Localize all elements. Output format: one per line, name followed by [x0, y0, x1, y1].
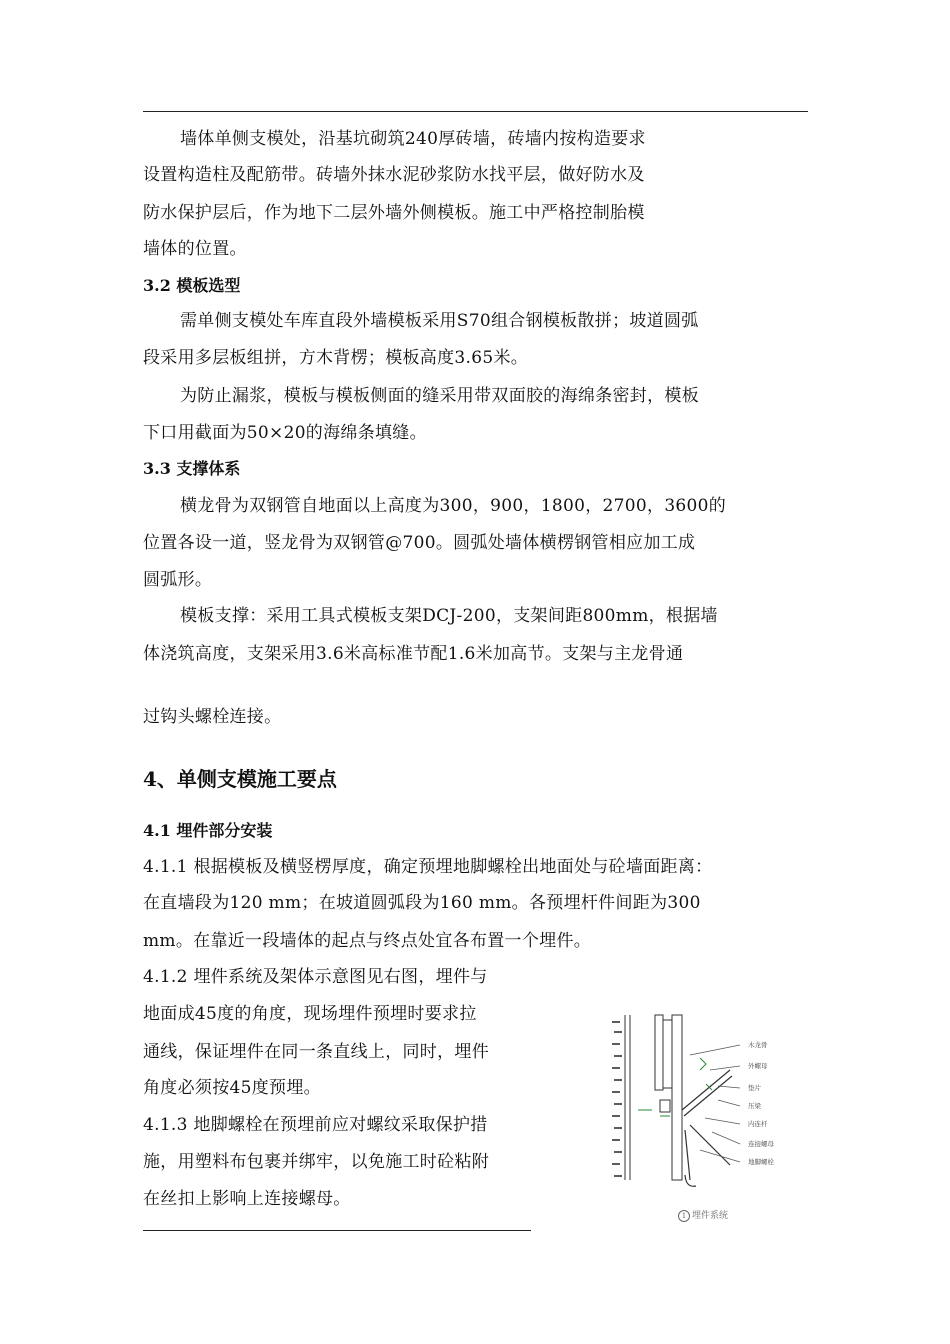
paragraph-line: 过钩头螺栓连接。	[143, 707, 282, 727]
dimension-marks	[638, 1058, 712, 1116]
paragraph-line: 圆弧形。	[143, 570, 213, 590]
section-heading-4: 4、单侧支模施工要点	[143, 767, 337, 791]
paragraph-line: 体浇筑高度，支架采用3.6米高标准节配1.6米加高节。支架与主龙骨通	[143, 644, 684, 664]
label-wood-keel: 木龙骨	[748, 1041, 768, 1049]
label-washer: 垫片	[748, 1084, 761, 1092]
label-inner-rod: 内连杆	[748, 1120, 768, 1128]
paragraph-line: 防水保护层后，作为地下二层外墙外侧模板。施工中严格控制胎模	[143, 203, 645, 223]
label-outer-nut: 外螺母	[748, 1062, 768, 1070]
section-heading-4-1: 4.1 埋件部分安装	[143, 821, 273, 840]
paragraph-line: 横龙骨为双钢管自地面以上高度为300，900，1800，2700，3600的	[180, 496, 727, 516]
label-press-beam: 压梁	[748, 1102, 761, 1110]
section-heading-3-2: 3.2 模板选型	[143, 276, 241, 295]
paragraph-line: 位置各设一道，竖龙骨为双钢管@700。圆弧处墙体横楞钢管相应加工成	[143, 533, 696, 553]
paragraph-line: 在直墙段为120 mm；在坡道圆弧段为160 mm。各预埋杆件间距为300	[143, 893, 701, 913]
figure-number: 1	[678, 1210, 690, 1222]
figure-caption-text: 埋件系统	[692, 1211, 729, 1221]
footer-rule	[143, 1230, 531, 1231]
paragraph-line: 4.1.2 埋件系统及架体示意图见右图，埋件与	[143, 967, 488, 987]
header-rule	[143, 111, 808, 112]
diagram-labels	[748, 1040, 775, 1166]
paragraph-line: 在丝扣上影响上连接螺母。	[143, 1189, 351, 1209]
paragraph-line: mm。在靠近一段墙体的起点与终点处宜各布置一个埋件。	[143, 931, 592, 951]
paragraph-line: 设置构造柱及配筋带。砖墙外抹水泥砂浆防水找平层，做好防水及	[143, 165, 645, 185]
embedded-parts-diagram	[600, 1000, 790, 1232]
paragraph-line: 施，用塑料布包裹并绑牢，以免施工时砼粘附	[143, 1152, 489, 1172]
section-heading-3-3: 3.3 支撑体系	[143, 459, 241, 478]
paragraph-line: 段采用多层板组拼，方木背楞；模板高度3.65米。	[143, 348, 529, 368]
paragraph-line: 下口用截面为50×20的海绵条填缝。	[143, 423, 427, 443]
brick-wall	[612, 1015, 630, 1180]
formwork	[655, 1015, 682, 1180]
paragraph-line: 墙体单侧支模处，沿基坑砌筑240厚砖墙，砖墙内按构造要求	[180, 129, 646, 149]
paragraph-line: 4.1.3 地脚螺栓在预埋前应对螺纹采取保护措	[143, 1115, 488, 1135]
paragraph-line: 为防止漏浆，模板与模板侧面的缝采用带双面胶的海绵条密封，模板	[180, 386, 699, 406]
label-connector-nut: 连接螺母	[748, 1140, 774, 1148]
anchor-rod	[682, 1070, 732, 1186]
paragraph-line: 需单侧支模处车库直段外墙模板采用S70组合钢模板散拼；坡道圆弧	[180, 311, 699, 331]
paragraph-line: 墙体的位置。	[143, 239, 247, 259]
paragraph-line: 通线，保证埋件在同一条直线上，同时，埋件	[143, 1042, 489, 1062]
paragraph-line: 角度必须按45度预埋。	[143, 1078, 321, 1098]
figure-caption	[678, 1208, 728, 1222]
leader-lines	[690, 1045, 740, 1162]
label-anchor-bolt: 地脚螺栓	[748, 1158, 774, 1166]
paragraph-line: 4.1.1 根据模板及横竖楞厚度，确定预埋地脚螺栓出地面处与砼墙面距离：	[143, 857, 713, 877]
paragraph-line: 地面成45度的角度，现场埋件预埋时要求拉	[143, 1004, 477, 1024]
paragraph-line: 模板支撑：采用工具式模板支架DCJ-200，支架间距800mm，根据墙	[180, 606, 718, 626]
